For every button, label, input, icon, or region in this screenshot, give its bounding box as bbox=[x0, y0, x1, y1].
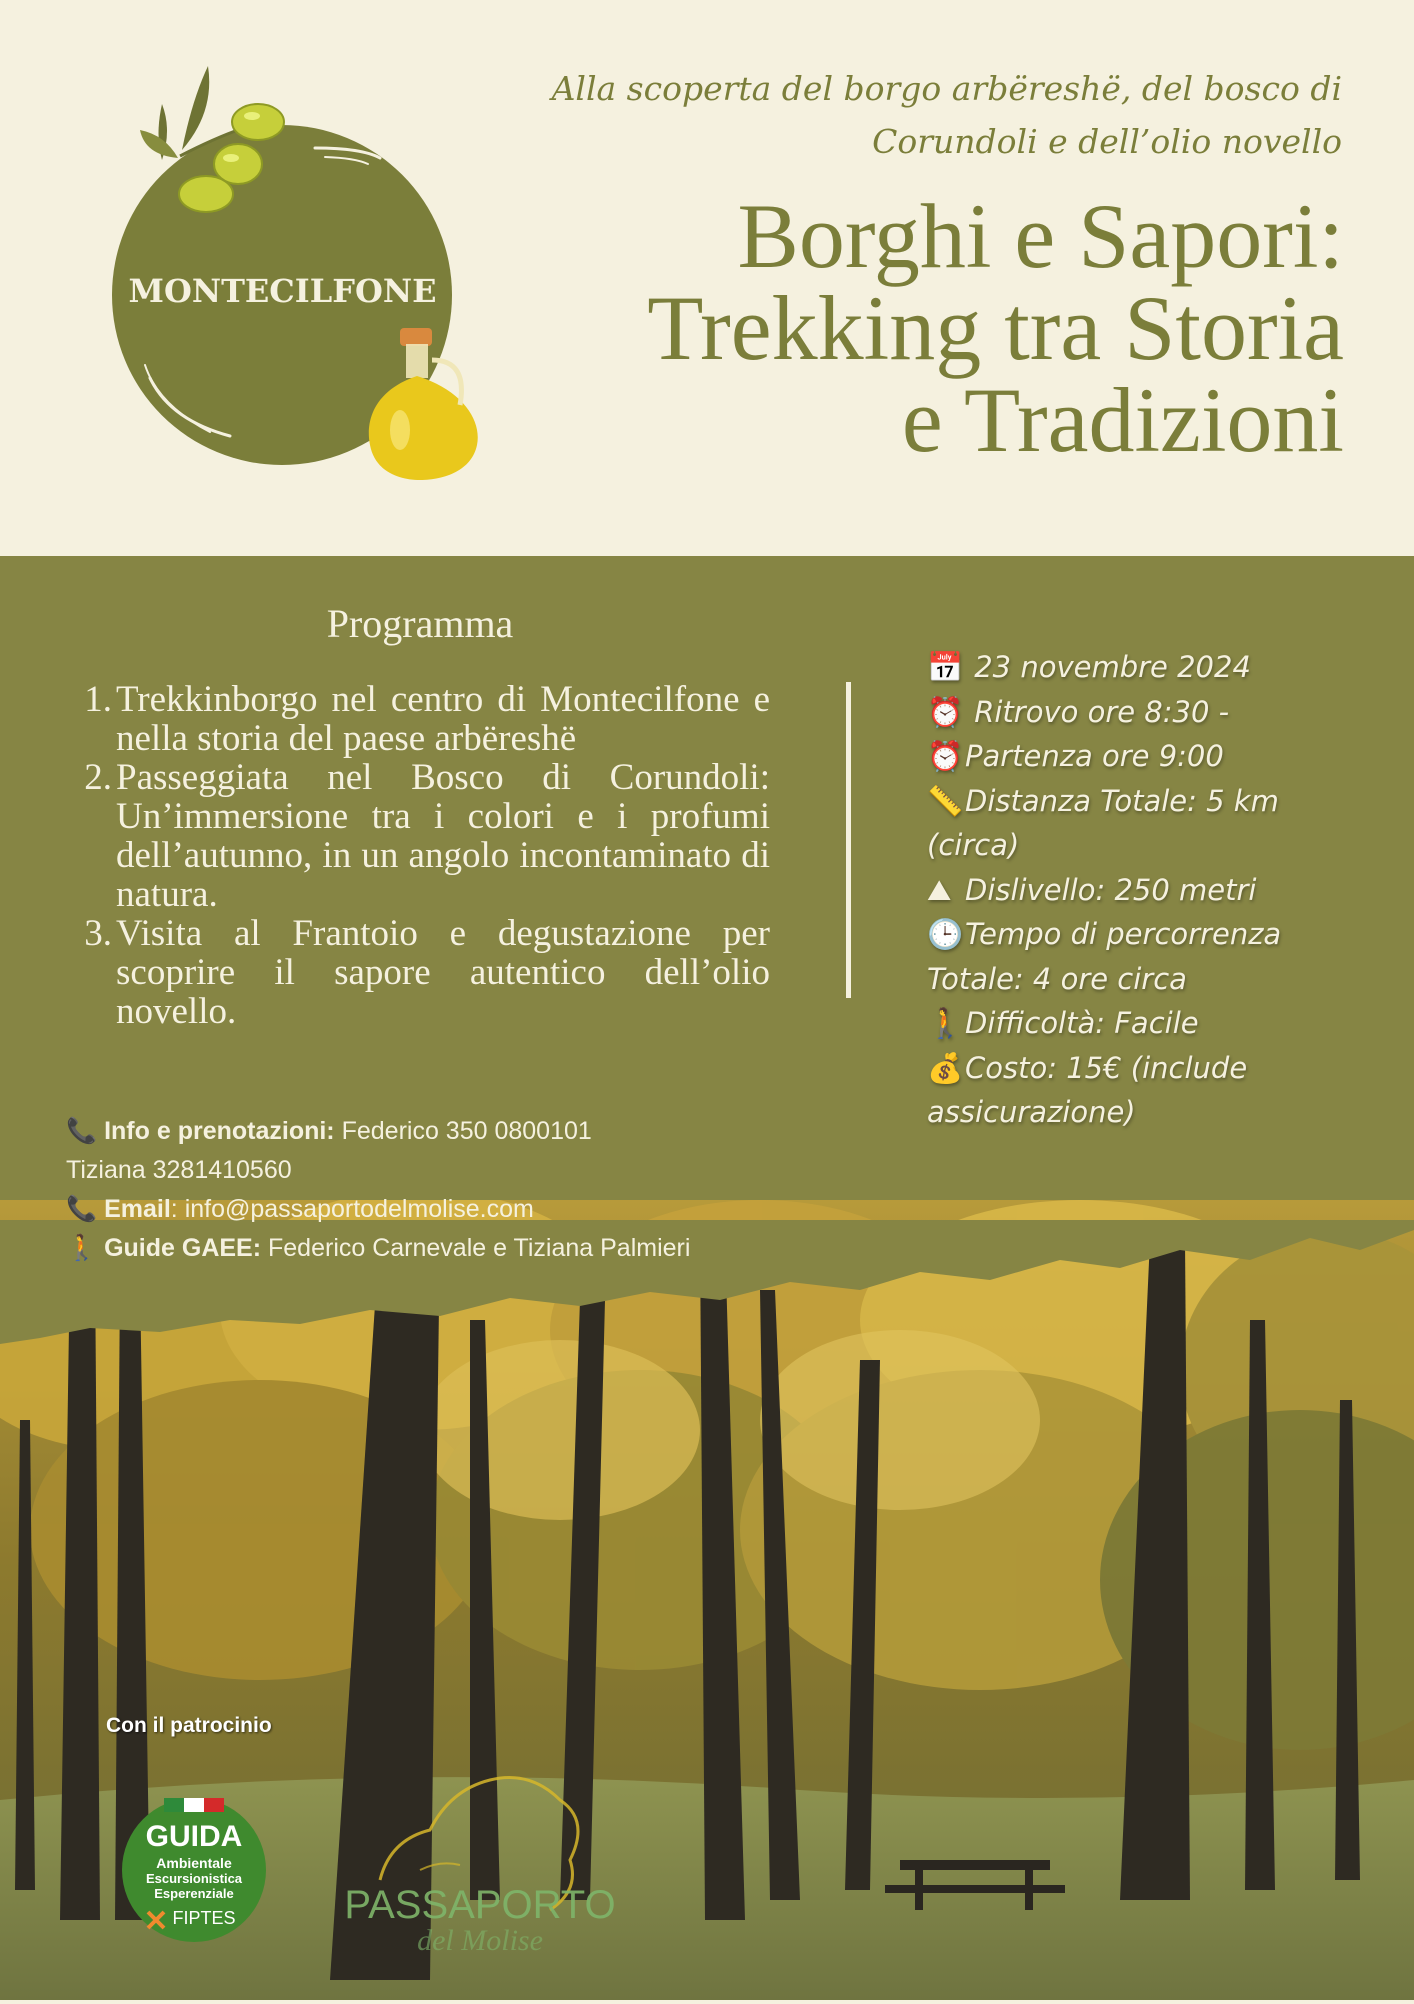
phone-icon: 📞 bbox=[66, 1117, 98, 1145]
guides-names: Federico Carnevale e Tiziana Palmieri bbox=[261, 1234, 691, 1262]
olive-icon bbox=[232, 104, 284, 140]
mountain-icon: ⛰ bbox=[927, 872, 952, 907]
subtitle-line: Alla scoperta del borgo arbëreshë, del bosco di bbox=[551, 69, 1342, 108]
detail-text: Difficoltà: Facile bbox=[965, 1006, 1199, 1040]
money-bag-icon: 💰 bbox=[927, 1050, 964, 1085]
montecilfone-logo bbox=[100, 60, 500, 490]
list-text: Passeggiata nel Bosco di Corundoli: Un’immersione tra i colori e i profumi dell’autunno, in un angolo incontaminato di natura. bbox=[116, 757, 770, 915]
detail-departure bbox=[927, 734, 1327, 779]
guides-label: Guide GAEE: bbox=[104, 1234, 262, 1262]
info-phone-2[interactable]: Tiziana 3281410560 bbox=[66, 1156, 292, 1184]
guida-line-1: Ambientale bbox=[156, 1855, 232, 1871]
programma-list bbox=[62, 680, 770, 1031]
guides-line bbox=[66, 1229, 826, 1268]
hiker-icon: 🚶 bbox=[927, 1006, 964, 1040]
vertical-divider bbox=[846, 682, 851, 998]
list-text: Trekkinborgo nel centro di Montecilfone e nella storia del paese arbëreshë bbox=[116, 679, 770, 759]
email-line bbox=[66, 1190, 826, 1229]
contacts-block bbox=[66, 1112, 826, 1268]
page-title bbox=[444, 185, 1344, 471]
title-line: Borghi e Sapori: bbox=[737, 185, 1344, 287]
phone-icon: 📞 bbox=[66, 1195, 98, 1223]
subtitle bbox=[442, 62, 1342, 168]
hiker-icon: 🚶 bbox=[66, 1234, 98, 1262]
calendar-icon: 📅 bbox=[927, 650, 964, 684]
guida-title: GUIDA bbox=[145, 1820, 243, 1853]
passaporto-logo bbox=[330, 1760, 630, 1960]
alarm-clock-icon: ⏰ bbox=[927, 739, 964, 773]
info-line bbox=[66, 1112, 826, 1151]
detail-elevation bbox=[927, 868, 1327, 913]
list-item bbox=[62, 680, 770, 758]
programma-heading: Programma bbox=[326, 601, 514, 646]
subtitle-line: Corundoli e dell’olio novello bbox=[872, 122, 1342, 161]
detail-meeting bbox=[927, 690, 1327, 735]
guida-line-2: Escursionistica bbox=[145, 1871, 243, 1886]
guida-logo bbox=[120, 1796, 268, 1944]
alarm-clock-icon: ⏰ bbox=[927, 694, 964, 729]
detail-text: Dislivello: 250 metri bbox=[965, 872, 1257, 907]
detail-text: Ritrovo ore 8:30 - bbox=[965, 694, 1230, 729]
clock-icon: 🕒 bbox=[927, 917, 964, 951]
ruler-icon: 📏 bbox=[927, 783, 964, 818]
email-label: Email bbox=[104, 1195, 171, 1223]
patrocinio-label: Con il patrocinio bbox=[106, 1714, 272, 1737]
list-number: 3. bbox=[84, 913, 112, 954]
detail-text: Partenza ore 9:00 bbox=[965, 739, 1224, 773]
list-text: Visita al Frantoio e degustazione per scoprire il sapore autentico dell’olio novello. bbox=[116, 913, 770, 1032]
logo-label: MONTECILFONE bbox=[128, 272, 437, 310]
detail-text: Costo: 15€ (include assicurazione) bbox=[927, 1050, 1248, 1129]
event-details bbox=[927, 645, 1327, 1135]
list-number: 1. bbox=[84, 679, 112, 720]
detail-date bbox=[927, 645, 1327, 690]
detail-text: Distanza Totale: 5 km (circa) bbox=[927, 783, 1279, 862]
passaporto-graphic bbox=[330, 1760, 630, 1960]
passaporto-word: PASSAPORTO bbox=[344, 1883, 616, 1927]
guida-badge bbox=[120, 1796, 268, 1944]
guida-line-3: Esperenziale bbox=[154, 1886, 234, 1901]
detail-text: 23 novembre 2024 bbox=[965, 650, 1251, 684]
info-phone[interactable]: Federico 350 0800101 bbox=[334, 1117, 592, 1145]
leaf-icon bbox=[182, 66, 209, 150]
email-link[interactable]: : info@passaportodelmolise.com bbox=[170, 1195, 534, 1223]
list-number: 2. bbox=[84, 757, 112, 798]
list-item bbox=[62, 914, 770, 1031]
detail-cost bbox=[927, 1046, 1327, 1135]
detail-distance bbox=[927, 779, 1327, 868]
detail-duration bbox=[927, 912, 1327, 1001]
title-line: Trekking tra Storia bbox=[647, 277, 1344, 379]
list-item bbox=[62, 758, 770, 914]
olive-icon bbox=[179, 176, 233, 212]
info-label: Info e prenotazioni: bbox=[104, 1117, 335, 1145]
detail-text: Tempo di percorrenza Totale: 4 ore circa bbox=[927, 917, 1282, 996]
passaporto-sub: del Molise bbox=[417, 1924, 543, 1957]
detail-difficulty bbox=[927, 1001, 1327, 1046]
fiptes-label: FIPTES bbox=[172, 1908, 236, 1928]
title-line: e Tradizioni bbox=[901, 369, 1344, 471]
